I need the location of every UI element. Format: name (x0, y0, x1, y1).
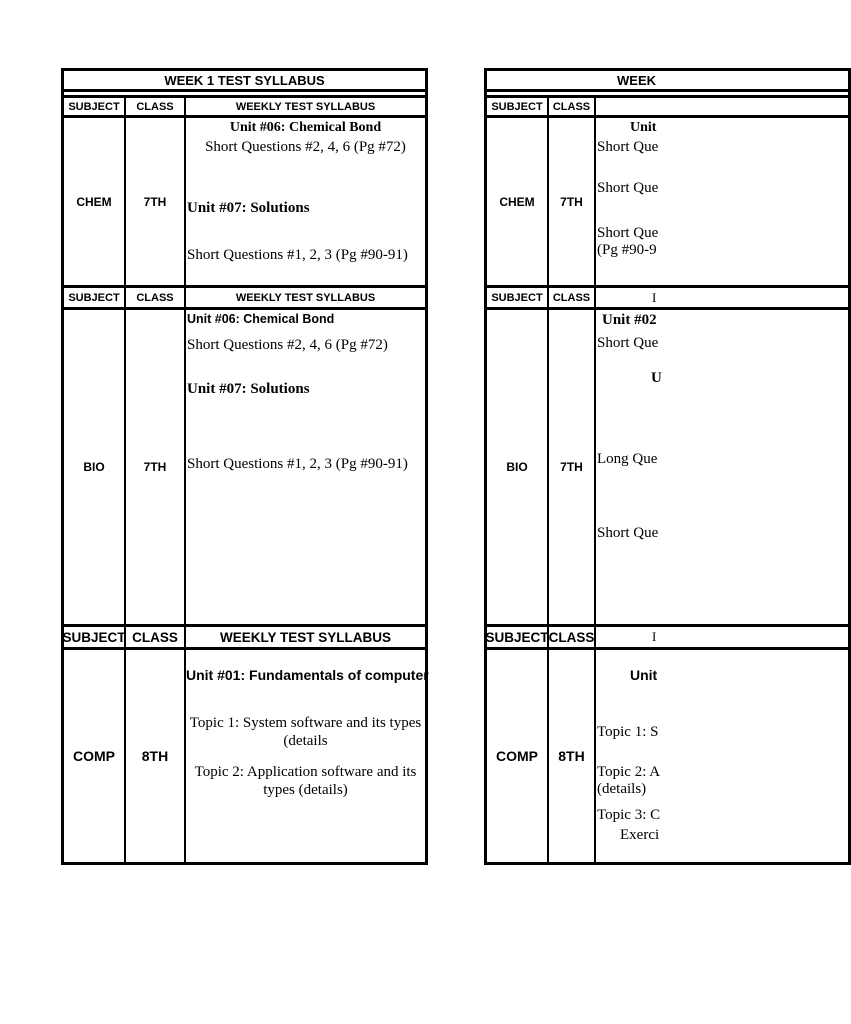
syllabus-line: Exerci (620, 827, 660, 843)
syllabus-line: Long Que (597, 451, 658, 467)
subject-header: SUBJECT (487, 288, 549, 307)
chem-header-row (64, 95, 425, 115)
class-header: CLASS (126, 627, 186, 647)
subject-header: SUBJECT (64, 288, 126, 307)
class-header: CLASS (549, 98, 596, 115)
subject-cell: COMP (487, 650, 549, 862)
subject-cell: BIO (487, 310, 549, 624)
syllabus-line: Short Que (597, 525, 659, 541)
chem-row (487, 115, 848, 285)
syllabus-line: Short Questions #1, 2, 3 (Pg #90-91) (187, 247, 408, 263)
syllabus-header (596, 98, 848, 115)
class-cell: 7TH (549, 310, 596, 624)
syllabus-cell (186, 118, 425, 285)
unit-heading: Unit (630, 120, 657, 135)
class-header: CLASS (126, 98, 186, 115)
unit-heading: Unit #07: Solutions (187, 381, 310, 397)
syllabus-header: WEEKLY TEST SYLLABUS (235, 291, 376, 304)
class-cell: 7TH (126, 310, 186, 624)
subject-header: SUBJECT (64, 627, 126, 647)
syllabus-line: Short Que (597, 139, 659, 155)
subject-header: SUBJECT (487, 627, 549, 647)
unit-heading: Unit #01: Fundamentals of computer (186, 667, 429, 683)
comp-header-row (64, 624, 425, 647)
subject-cell: CHEM (64, 118, 126, 285)
subject-cell: COMP (64, 650, 126, 862)
bio-row (64, 307, 425, 624)
class-header: CLASS (126, 288, 186, 307)
unit-heading: Unit #06: Chemical Bond (187, 312, 335, 326)
header-fragment: I (652, 629, 657, 644)
chem-header-row (487, 95, 848, 115)
syllabus-line: Short Que (597, 180, 659, 196)
table-title (487, 71, 848, 92)
syllabus-cell (596, 310, 848, 624)
syllabus-line: Topic 1: System software and its types (details (189, 715, 422, 749)
syllabus-header: WEEKLY TEST SYLLABUS (219, 629, 392, 645)
class-cell: 8TH (126, 650, 186, 862)
unit-heading: Unit #07: Solutions (187, 200, 310, 216)
syllabus-line: Topic 3: C (597, 807, 661, 823)
unit-heading: Unit #02 (602, 312, 657, 328)
title-fragment: WEEK (617, 72, 656, 88)
subject-cell: CHEM (487, 118, 549, 285)
unit-heading: U (651, 370, 662, 386)
syllabus-header (596, 627, 848, 647)
class-cell: 7TH (549, 118, 596, 285)
syllabus-cell (596, 650, 848, 862)
syllabus-line: Topic 1: S (597, 724, 659, 740)
class-cell: 8TH (549, 650, 596, 862)
class-header: CLASS (549, 288, 596, 307)
bio-header-row (64, 285, 425, 307)
syllabus-line: Short Questions #2, 4, 6 (Pg #72) (205, 139, 406, 155)
syllabus-line: Short Que (597, 335, 659, 351)
subject-header: SUBJECT (487, 98, 549, 115)
class-header: CLASS (549, 627, 596, 647)
syllabus-header (596, 288, 848, 307)
unit-heading: Unit #06: Chemical Bond (229, 120, 382, 135)
class-cell: 7TH (126, 118, 186, 285)
subject-header: SUBJECT (64, 98, 126, 115)
chem-row (64, 115, 425, 285)
comp-row (487, 647, 848, 862)
syllabus-line: Topic 2: A (597, 764, 661, 780)
syllabus-line: (details) (597, 781, 647, 797)
syllabus-line: Short Que (597, 225, 659, 241)
bio-header-row (487, 285, 848, 307)
unit-heading: Unit (630, 667, 658, 683)
week1-syllabus-table (61, 68, 428, 865)
subject-cell: BIO (64, 310, 126, 624)
comp-header-row (487, 624, 848, 647)
bio-row (487, 307, 848, 624)
table-title: WEEK 1 TEST SYLLABUS (64, 71, 425, 92)
comp-row (64, 647, 429, 862)
syllabus-line: Short Questions #1, 2, 3 (Pg #90-91) (187, 456, 408, 472)
week2-syllabus-table (484, 68, 851, 865)
syllabus-line: Topic 2: Application software and its types (details) (194, 764, 417, 798)
header-fragment: I (652, 290, 657, 305)
syllabus-line: (Pg #90-9 (597, 242, 657, 258)
syllabus-header: WEEKLY TEST SYLLABUS (235, 100, 376, 113)
syllabus-line: Short Questions #2, 4, 6 (Pg #72) (187, 337, 388, 353)
syllabus-cell (186, 650, 429, 862)
syllabus-cell (186, 310, 425, 624)
syllabus-cell (596, 118, 848, 285)
